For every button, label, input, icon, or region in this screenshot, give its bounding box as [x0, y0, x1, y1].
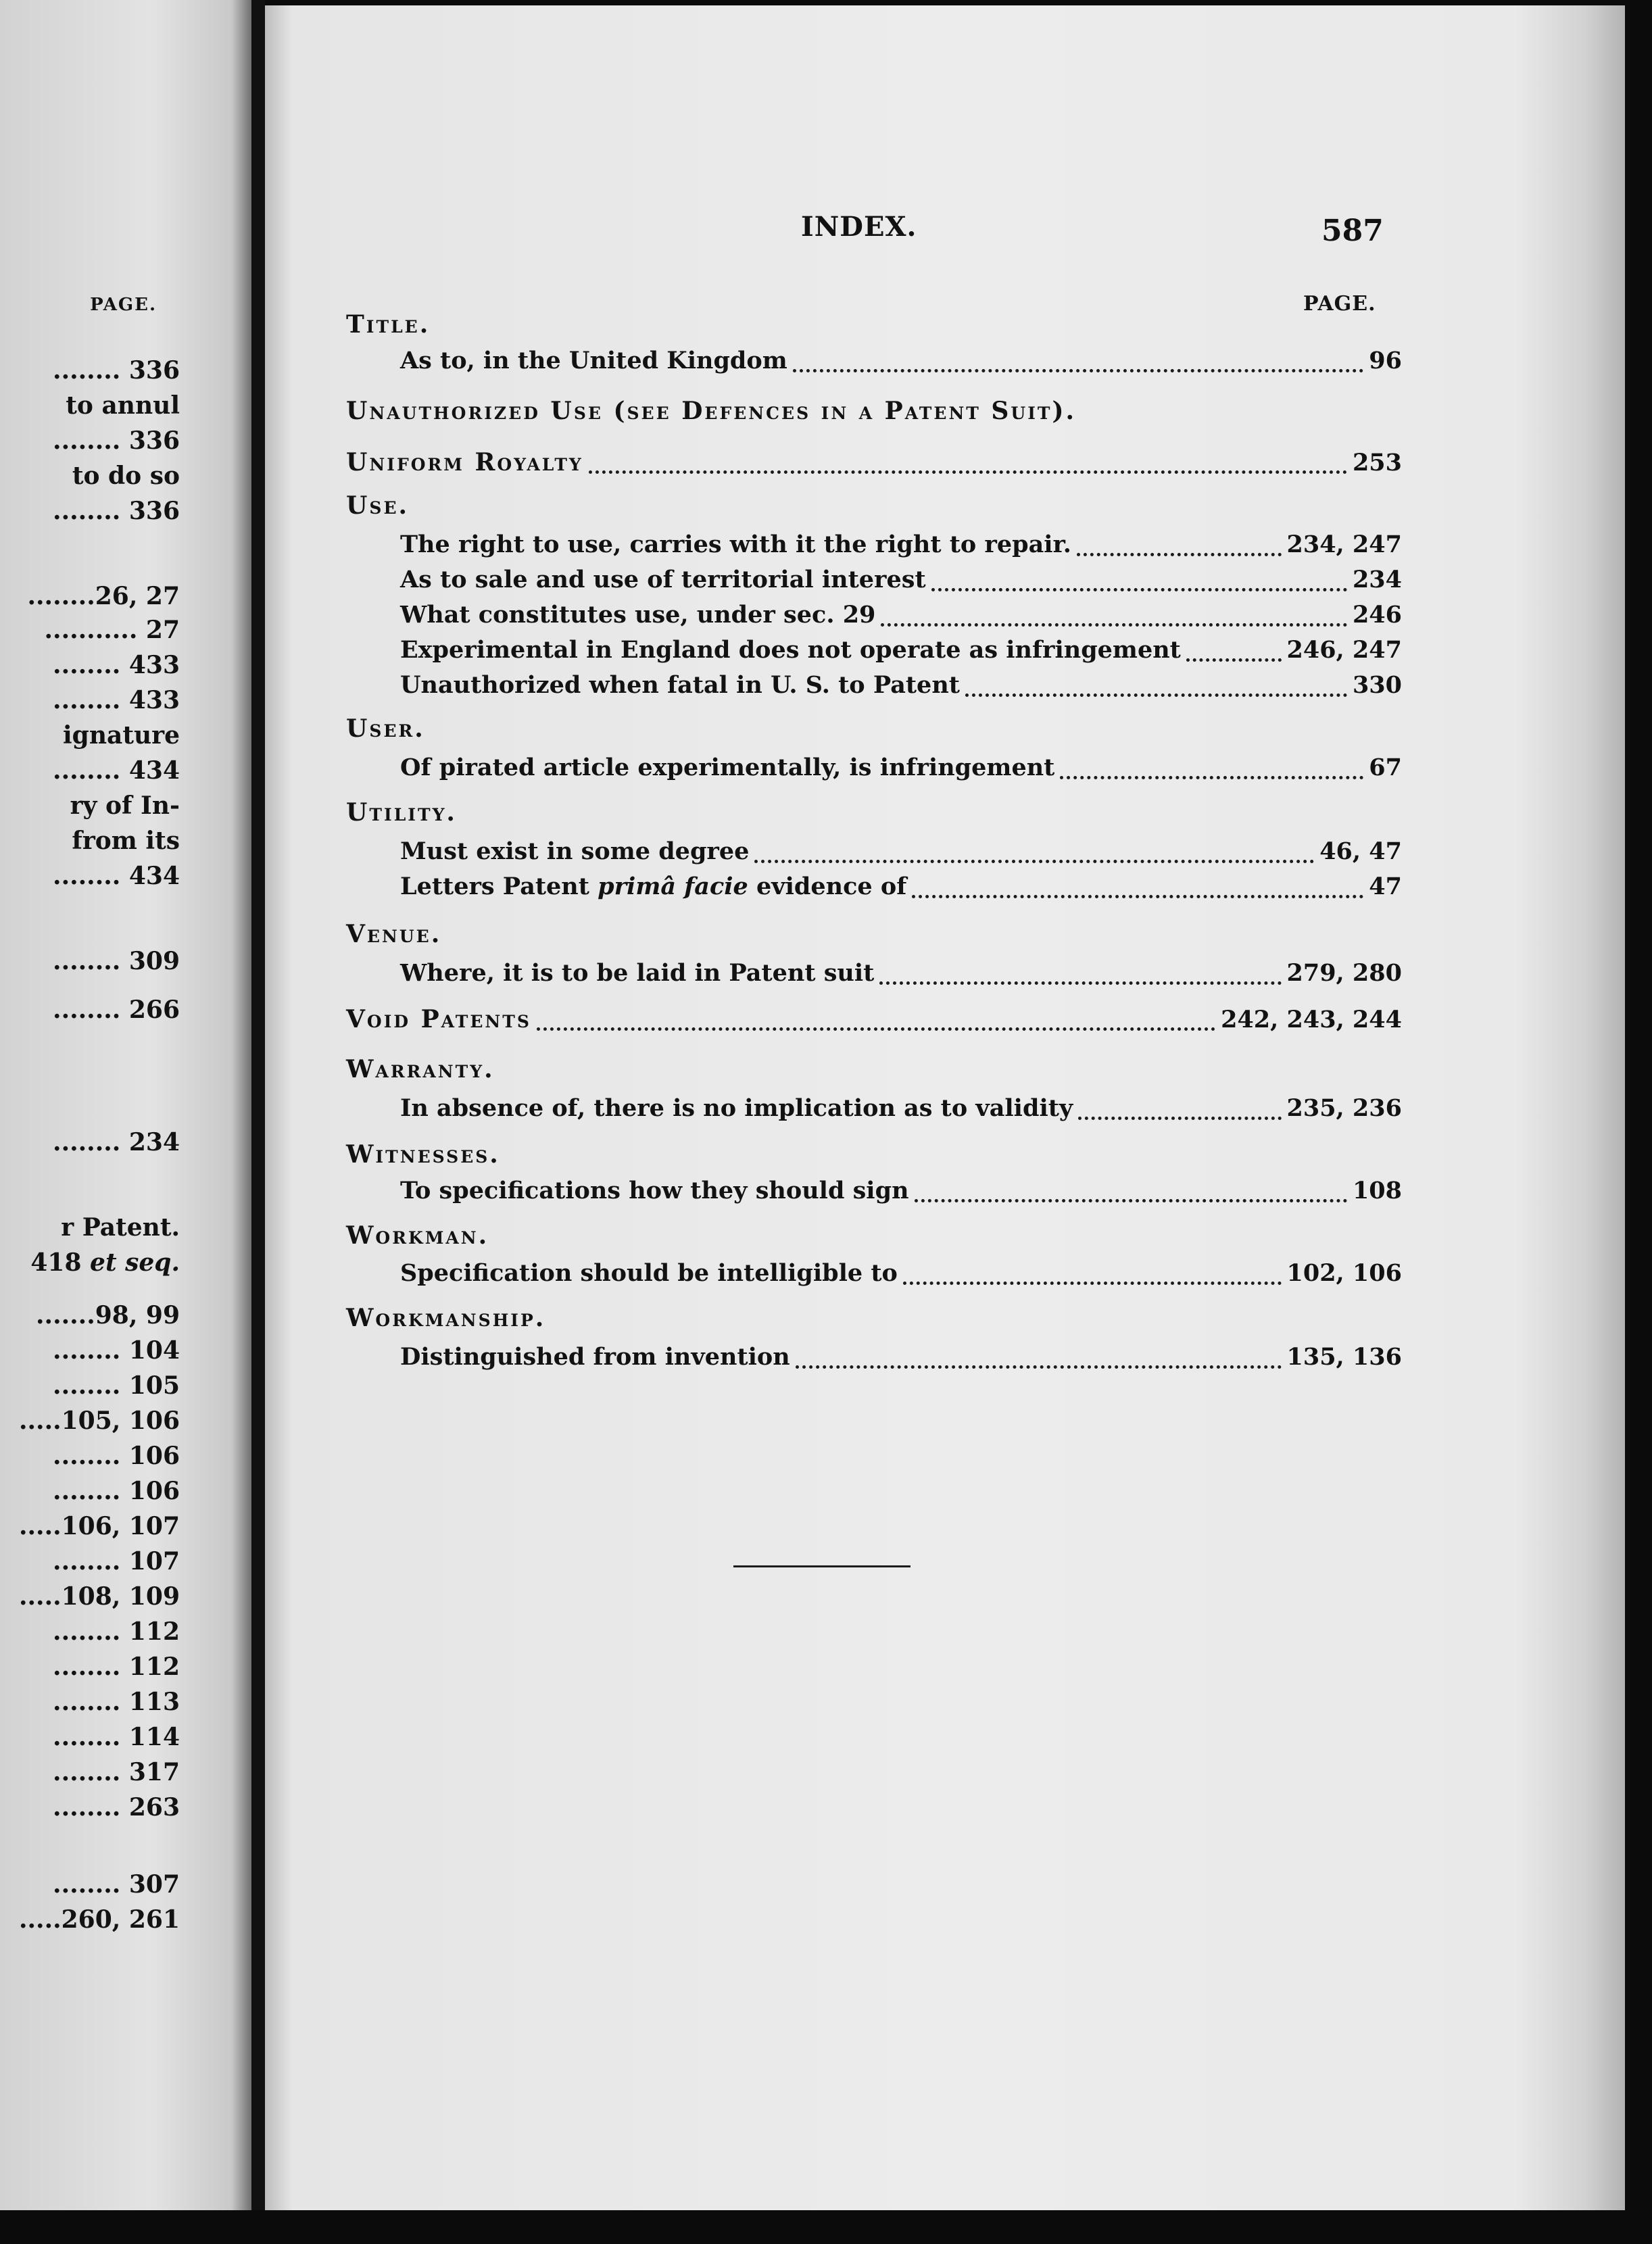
index-heading-text: Void Patents [346, 1005, 531, 1033]
index-entry-text: Where, it is to be laid in Patent suit [400, 959, 875, 987]
left-page-label: PAGE. [90, 295, 157, 315]
page-reference: 253 [1352, 449, 1402, 477]
dot-leader [1060, 776, 1363, 779]
left-page-line: ry of In- [70, 791, 180, 820]
index-heading: Workmanship. [346, 1304, 546, 1332]
page-reference: 108 [1352, 1177, 1402, 1204]
index-entry [400, 533, 1402, 562]
index-entry [400, 1179, 1402, 1209]
index-entry [400, 1261, 1402, 1291]
dot-leader [1078, 1117, 1281, 1120]
dot-leader [881, 623, 1347, 627]
left-page-line: ........ 336 [53, 426, 180, 455]
index-entry [400, 673, 1402, 703]
left-page-line: ........ 434 [53, 756, 180, 785]
index-entry-text: In absence of, there is no implication as to validity [400, 1094, 1073, 1122]
page-reference: 234, 247 [1286, 531, 1402, 558]
left-page-line: ........ 336 [53, 356, 180, 385]
page-reference: 279, 280 [1286, 959, 1402, 987]
page-reference: 246, 247 [1286, 636, 1402, 664]
page-reference: 246 [1352, 601, 1402, 629]
index-heading: Workman. [346, 1221, 489, 1250]
left-page-line: ........... 27 [44, 616, 180, 644]
page-number: 587 [1321, 214, 1384, 248]
page-reference: 96 [1369, 347, 1402, 374]
left-page-line: ........ 114 [53, 1723, 180, 1751]
index-entry-text: Unauthorized when fatal in U. S. to Patent [400, 671, 960, 699]
left-page-line: .....106, 107 [18, 1512, 180, 1540]
page-reference: 330 [1352, 671, 1402, 699]
index-entry-text: Of pirated article experimentally, is infringement [400, 754, 1055, 781]
index-entry [400, 756, 1402, 785]
left-page-line: from its [72, 827, 180, 855]
index-heading: Use. [346, 491, 410, 520]
page-reference: 67 [1369, 754, 1402, 781]
index-heading: Witnesses. [346, 1140, 500, 1169]
left-page-line: ........ 309 [53, 947, 180, 975]
page-reference: 46, 47 [1319, 837, 1402, 865]
index-entry-text: Specification should be intelligible to [400, 1259, 898, 1287]
index-heading-text: Uniform Royalty [346, 448, 583, 477]
end-rule [733, 1565, 910, 1567]
dot-leader [754, 860, 1314, 863]
left-page-line: ........ 317 [53, 1758, 180, 1786]
dot-leader [879, 981, 1281, 985]
index-entry [400, 839, 1402, 869]
dot-leader [1077, 553, 1282, 556]
index-heading-with-page [346, 1007, 1402, 1037]
dot-leader [903, 1282, 1282, 1285]
index-heading: Title. [346, 310, 431, 339]
left-page-line: .....108, 109 [18, 1582, 180, 1611]
left-page-line: ........ 105 [53, 1371, 180, 1400]
left-page-line: ........ 263 [53, 1793, 180, 1822]
left-page-line: ........ 234 [53, 1128, 180, 1156]
page-title: INDEX. [801, 211, 917, 243]
page-reference: 242, 243, 244 [1221, 1006, 1402, 1033]
page-reference: 235, 236 [1286, 1094, 1402, 1122]
dot-leader [1186, 658, 1282, 662]
index-heading: Utility. [346, 798, 457, 827]
page-reference: 234 [1352, 566, 1402, 593]
left-page-line: ........ 266 [53, 996, 180, 1024]
dot-leader [796, 1365, 1282, 1369]
index-entry-text: Experimental in England does not operate as infringement [400, 636, 1181, 664]
dot-leader [537, 1027, 1215, 1031]
index-entry [400, 961, 1402, 991]
left-page-line: r Patent. [61, 1213, 180, 1242]
index-entry [400, 638, 1402, 668]
dot-leader [915, 1199, 1347, 1202]
index-entry-text: Letters Patent primâ facie evidence of [400, 873, 907, 900]
left-page-line: to annul [66, 391, 180, 420]
left-page-line: ........26, 27 [27, 582, 180, 610]
dot-leader [965, 693, 1347, 697]
left-page-line: .....105, 106 [18, 1407, 180, 1435]
index-heading: User. [346, 714, 425, 743]
left-page-line: ........ 107 [53, 1547, 180, 1576]
left-page-line: .......98, 99 [36, 1301, 180, 1330]
index-entry-text: Must exist in some degree [400, 837, 750, 865]
left-page-line: ........ 112 [53, 1617, 180, 1646]
dot-leader [793, 369, 1364, 372]
left-page-line: ignature [62, 721, 180, 750]
index-entry-text: As to, in the United Kingdom [400, 347, 787, 374]
index-entry-text: What constitutes use, under sec. 29 [400, 601, 876, 629]
page-reference: 47 [1369, 873, 1402, 900]
index-entry [400, 1096, 1402, 1126]
left-page-line: ........ 106 [53, 1442, 180, 1470]
left-page-line: to do so [72, 462, 180, 490]
left-page-line: ........ 433 [53, 686, 180, 714]
dot-leader [931, 588, 1347, 591]
left-page-line: ........ 113 [53, 1688, 180, 1716]
left-page-line: .....260, 261 [18, 1905, 180, 1934]
left-page-line: ........ 336 [53, 497, 180, 525]
index-entry [400, 568, 1402, 597]
page-reference: 135, 136 [1286, 1343, 1402, 1371]
left-page-line: ........ 112 [53, 1653, 180, 1681]
index-entry-text: As to sale and use of territorial interest [400, 566, 926, 593]
index-entry [400, 349, 1402, 379]
index-heading: Venue. [346, 920, 442, 948]
index-entry-text: To specifications how they should sign [400, 1177, 909, 1204]
left-page-line: ........ 433 [53, 651, 180, 679]
index-entry-text: The right to use, carries with it the right to repair. [400, 531, 1071, 558]
index-entry [400, 603, 1402, 633]
left-page-line: ........ 106 [53, 1477, 180, 1505]
page-reference: 102, 106 [1286, 1259, 1402, 1287]
index-entry [400, 875, 1402, 904]
dot-leader [589, 470, 1347, 474]
index-entry-text: Distinguished from invention [400, 1343, 790, 1371]
left-page-line: ........ 434 [53, 862, 180, 890]
page-column-label: PAGE. [1303, 292, 1376, 316]
left-page-line: ........ 104 [53, 1336, 180, 1365]
left-page-line: ........ 307 [53, 1870, 180, 1899]
index-entry [400, 1345, 1402, 1375]
index-heading-with-page [346, 450, 1402, 480]
index-heading: Warranty. [346, 1055, 495, 1083]
left-page-line: 418 et seq. [30, 1248, 180, 1277]
index-heading: Unauthorized Use (see Defences in a Patent Suit). [346, 397, 1077, 425]
dot-leader [912, 895, 1363, 898]
